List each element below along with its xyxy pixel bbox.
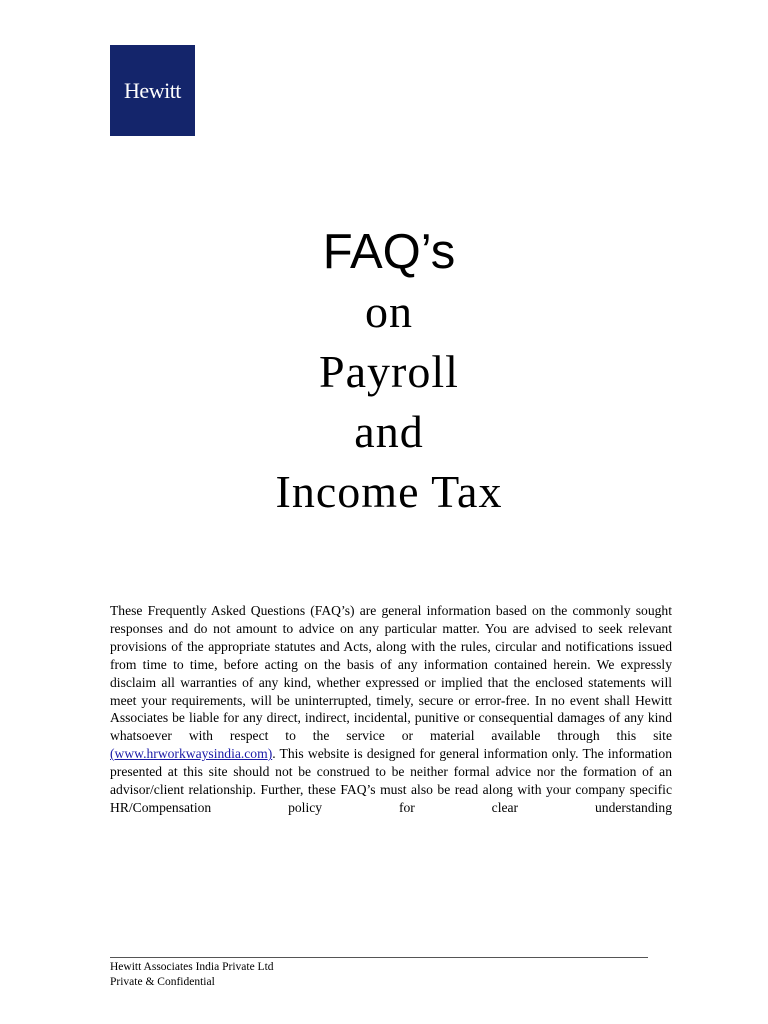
footer-company-name: Hewitt Associates India Private Ltd <box>110 961 274 973</box>
link-close-paren: ) <box>267 746 273 762</box>
title-line-faqs: FAQ’s <box>322 225 456 279</box>
title-line-on: on <box>365 286 413 337</box>
footer-divider <box>110 957 648 958</box>
disclaimer-paragraph <box>110 602 672 817</box>
footer-confidentiality: Private & Confidential <box>110 976 215 988</box>
footer <box>110 960 274 990</box>
link-url: www.hrworkwaysindia.com <box>114 746 268 762</box>
disclaimer-text-part2: . This website is designed for general information only. The information presented at this site should not be construed to be neither formal advice nor the formation of an advisor/client relationship. Further, these FAQ’s must also be read along with your company specific HR/Compensation policy for clear understanding <box>110 746 672 815</box>
title-line-income-tax: Income Tax <box>275 466 503 517</box>
logo-text: Hewitt <box>124 77 181 103</box>
disclaimer-text-part1: These Frequently Asked Questions (FAQ’s) are general information based on the commonly sought responses and do not amount to advice on any particular matter. You are advised to seek relevant provisions of the appropriate statutes and Acts, along with the rules, circular and notifications issued from time to time, before acting on the basis of any information contained herein. We expressly disclaim all warranties of any kind, whether expressed or implied that the enclosed statements will meet your requirements, will be uninterrupted, timely, secure or error-free. In no event shall Hewitt Associates be liable for any direct, indirect, incidental, punitive or consequential damages of any kind whatsoever with respect to the service or material available through this site <box>110 603 672 744</box>
document-title <box>0 222 768 522</box>
title-line-payroll: Payroll <box>319 346 459 397</box>
link-open-paren: ( <box>110 746 115 762</box>
website-link[interactable] <box>110 746 272 761</box>
title-line-and: and <box>354 406 424 457</box>
hewitt-logo <box>110 45 195 136</box>
